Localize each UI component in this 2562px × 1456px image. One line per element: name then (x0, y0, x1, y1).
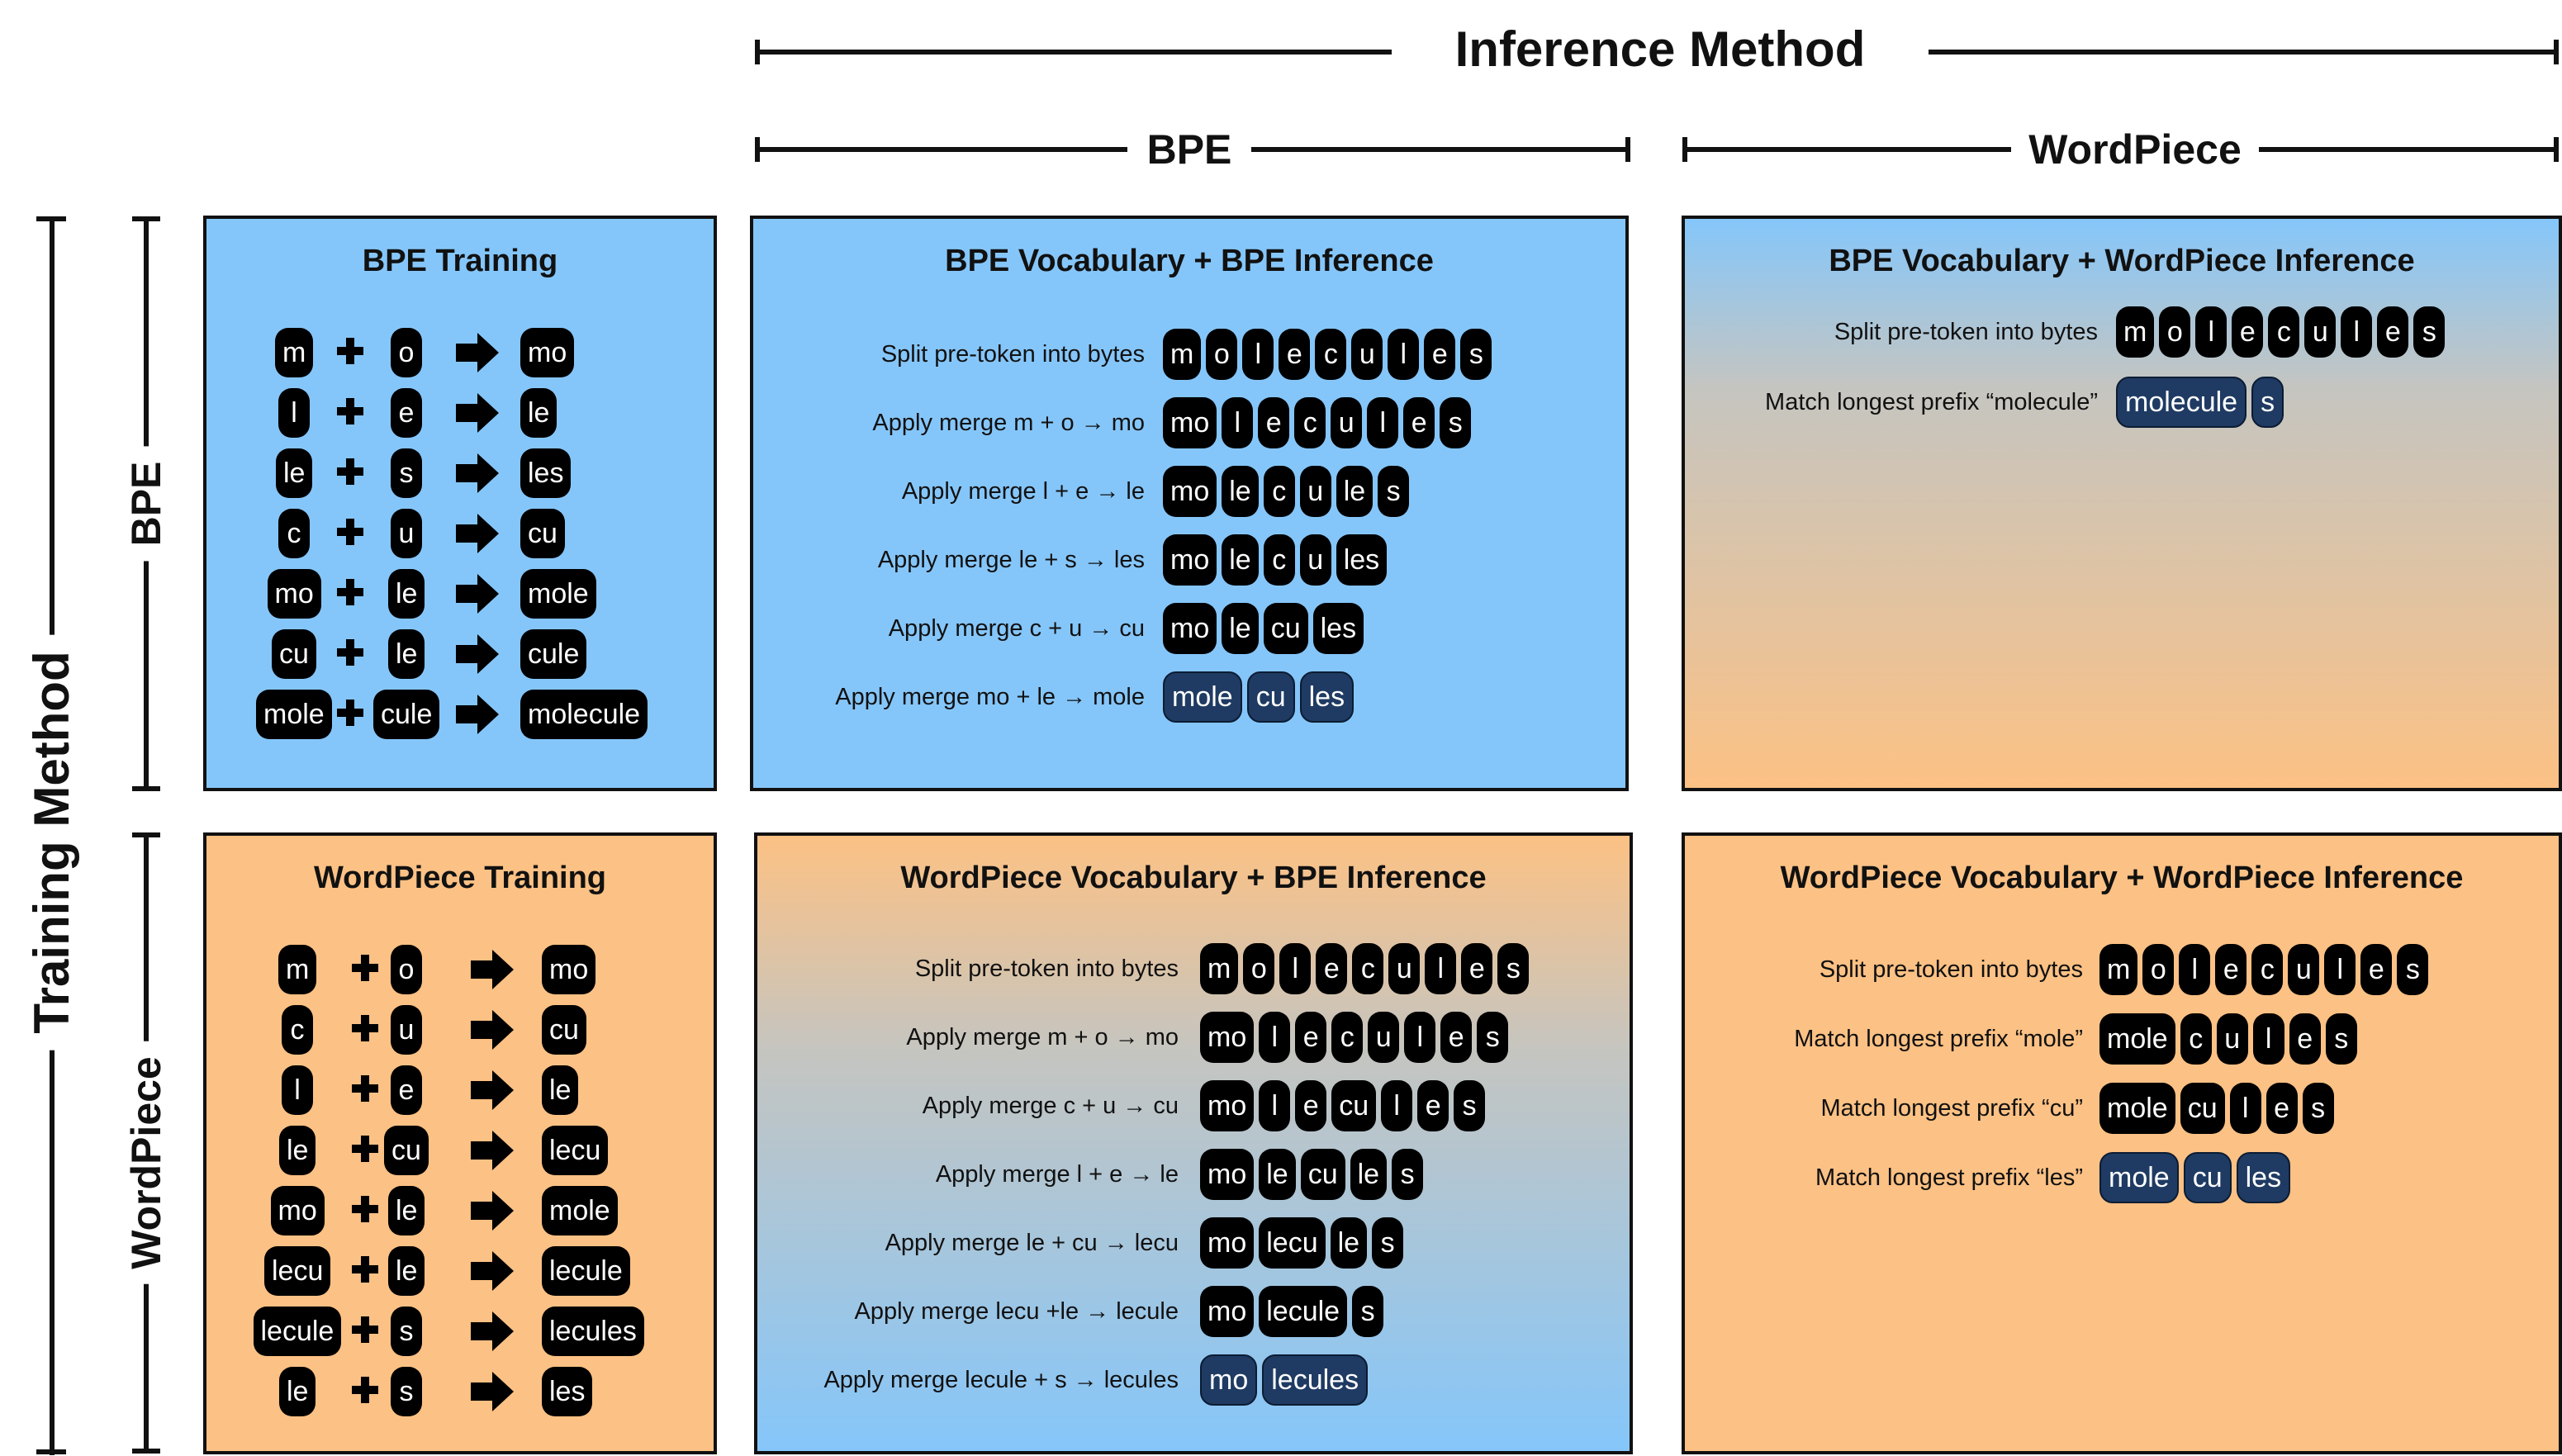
plus-icon (349, 951, 382, 984)
right-arrow-icon (454, 452, 501, 495)
wordpiece-row-header: WordPiece (126, 1041, 167, 1284)
token: le (1222, 603, 1258, 654)
plus-icon (349, 1313, 382, 1346)
token: mo (1163, 397, 1217, 448)
token: l (1367, 397, 1398, 448)
token: l (2230, 1083, 2261, 1134)
panel-title: BPE Training (362, 244, 558, 278)
token-sequence (1200, 1217, 1403, 1269)
step-label: Apply merge l + e → le (901, 478, 1145, 505)
token-sequence (1200, 1149, 1423, 1200)
merge-right-token: u (391, 1005, 422, 1055)
merge-left-token: mo (268, 569, 321, 619)
token: mo (1163, 534, 1217, 586)
token: l (1388, 329, 1419, 380)
merge-rule (206, 1186, 714, 1235)
plus-icon (334, 576, 367, 609)
inference-axis-tick-right (2554, 40, 2559, 64)
merge-right-token: o (391, 328, 422, 377)
merge-result-token: lecule (542, 1246, 630, 1296)
token: e (1417, 1080, 1449, 1131)
token: les (1300, 671, 1354, 723)
token: mo (1200, 1354, 1257, 1406)
merge-left-token: cu (272, 629, 316, 679)
step-label: Match longest prefix “cu” (1820, 1095, 2083, 1122)
merge-left-token: l (282, 1065, 313, 1115)
inference-axis-tick-left (755, 40, 760, 64)
wordpiece-column-header: WordPiece (2011, 129, 2259, 170)
token: u (2288, 944, 2319, 995)
merge-left-token: lecu (264, 1246, 330, 1296)
token: mo (1200, 1012, 1254, 1063)
token: cu (1247, 671, 1295, 723)
right-arrow-icon (469, 1069, 515, 1112)
right-arrow-icon (454, 512, 501, 555)
merge-rule (206, 629, 714, 679)
merge-rule (206, 448, 714, 498)
token: s (1352, 1286, 1383, 1337)
step-label: Apply merge mo + le → mole (835, 684, 1145, 710)
merge-right-token: le (388, 1186, 425, 1235)
right-arrow-icon (454, 331, 501, 374)
right-arrow-icon (454, 633, 501, 676)
right-arrow-icon (469, 1370, 515, 1413)
step-label: Apply merge m + o → mo (906, 1024, 1179, 1051)
plus-icon (349, 1373, 382, 1406)
right-arrow-icon (469, 1310, 515, 1353)
token-sequence (1163, 671, 1354, 723)
token: s (2303, 1083, 2334, 1134)
token: e (1295, 1080, 1326, 1131)
plus-icon (334, 636, 367, 669)
token: l (1242, 329, 1274, 380)
token: s (2413, 306, 2445, 358)
token: u (1300, 466, 1331, 517)
step-label: Split pre-token into bytes (1819, 956, 2083, 983)
token: e (2215, 944, 2246, 995)
token-sequence (2099, 944, 2428, 995)
token: l (1381, 1080, 1412, 1131)
token: c (2180, 1013, 2212, 1065)
merge-right-token: le (388, 629, 425, 679)
merge-right-token: e (391, 388, 422, 438)
token: u (1300, 534, 1331, 586)
token: c (1352, 943, 1383, 994)
bpe-vocab-bpe-inference-panel (750, 216, 1629, 791)
panel-title: BPE Vocabulary + BPE Inference (945, 244, 1434, 278)
wordpiece-column-tick-right (2554, 137, 2559, 162)
token: e (1440, 1012, 1472, 1063)
token: e (1258, 397, 1289, 448)
wordpiece-column-tick-left (1682, 137, 1687, 162)
merge-left-token: m (278, 945, 316, 994)
token-sequence (2116, 306, 2445, 358)
token: l (1259, 1080, 1290, 1131)
token: lecu (1259, 1217, 1325, 1269)
merge-left-token: c (278, 509, 310, 558)
token: s (2326, 1013, 2357, 1065)
token: le (1331, 1217, 1367, 1269)
token-sequence (1200, 1286, 1383, 1337)
token: o (2159, 306, 2190, 358)
right-arrow-icon (454, 572, 501, 615)
token: cu (1264, 603, 1308, 654)
right-arrow-icon (469, 948, 515, 991)
merge-rule (206, 569, 714, 619)
token: c (1294, 397, 1326, 448)
training-axis-tick-bottom (36, 1449, 66, 1454)
bpe-column-tick-left (755, 137, 760, 162)
merge-right-token: cu (384, 1126, 429, 1175)
wordpiece-vocab-wordpiece-inference-panel (1682, 832, 2562, 1454)
token: mo (1163, 603, 1217, 654)
token-sequence (2116, 377, 2284, 428)
token-sequence (1200, 943, 1529, 994)
token: cu (2180, 1083, 2225, 1134)
token: m (1163, 329, 1201, 380)
merge-result-token: le (520, 388, 557, 438)
bpe-column-header: BPE (1127, 129, 1251, 170)
plus-icon (334, 515, 367, 548)
merge-right-token: s (391, 1307, 422, 1356)
merge-right-token: e (391, 1065, 422, 1115)
token: mole (2099, 1083, 2175, 1134)
plus-icon (349, 1132, 382, 1165)
token: mo (1163, 466, 1217, 517)
right-arrow-icon (454, 391, 501, 434)
merge-result-token: le (542, 1065, 578, 1115)
token: u (2217, 1013, 2248, 1065)
plus-icon (349, 1072, 382, 1105)
token: les (1313, 603, 1364, 654)
merge-rule (206, 388, 714, 438)
merge-result-token: cu (520, 509, 565, 558)
training-method-title: Training Method (27, 634, 77, 1050)
merge-left-token: lecule (254, 1307, 342, 1356)
token: mo (1200, 1149, 1254, 1200)
plus-icon (334, 334, 367, 368)
panel-title: WordPiece Vocabulary + WordPiece Inference (1780, 861, 2464, 895)
bpe-training-panel (203, 216, 717, 791)
merge-rule (206, 1246, 714, 1296)
token: l (1279, 943, 1311, 994)
token: e (1461, 943, 1492, 994)
plus-icon (334, 696, 367, 729)
token: le (1222, 466, 1258, 517)
token: le (1222, 534, 1258, 586)
token: e (1295, 1012, 1326, 1063)
step-label: Apply merge lecule + s → lecules (823, 1367, 1179, 1393)
token: lecules (1262, 1354, 1368, 1406)
right-arrow-icon (469, 1129, 515, 1172)
token-sequence (2099, 1083, 2334, 1134)
step-label: Match longest prefix “les” (1815, 1164, 2083, 1191)
wordpiece-row-tick-bottom (132, 1449, 160, 1454)
plus-icon (334, 455, 367, 488)
token-sequence (1163, 466, 1409, 517)
token: e (1279, 329, 1310, 380)
token: s (1440, 397, 1471, 448)
token: l (1259, 1012, 1290, 1063)
token: e (2232, 306, 2263, 358)
merge-result-token: lecu (542, 1126, 608, 1175)
right-arrow-icon (469, 1008, 515, 1051)
token-sequence (2099, 1013, 2357, 1065)
token: e (2360, 944, 2392, 995)
token: e (2377, 306, 2408, 358)
panel-title: WordPiece Training (313, 861, 607, 895)
merge-result-token: mo (520, 328, 574, 377)
merge-rule (206, 1126, 714, 1175)
token-sequence (1163, 329, 1492, 380)
merge-rule (206, 690, 714, 739)
merge-left-token: mole (256, 690, 332, 739)
token: s (1497, 943, 1529, 994)
bpe-row-header: BPE (126, 447, 167, 562)
bpe-vocab-wordpiece-inference-panel (1682, 216, 2562, 791)
token-sequence (1163, 397, 1471, 448)
merge-result-token: les (520, 448, 571, 498)
token: s (1477, 1012, 1508, 1063)
token: l (2195, 306, 2227, 358)
token: l (2253, 1013, 2284, 1065)
token: molecule (2116, 377, 2246, 428)
token: mole (2099, 1152, 2179, 1203)
token: mo (1200, 1080, 1254, 1131)
token: lecule (1259, 1286, 1347, 1337)
token: cu (2184, 1152, 2232, 1203)
merge-result-token: lecules (542, 1307, 644, 1356)
merge-result-token: cu (542, 1005, 586, 1055)
token: cu (1331, 1080, 1376, 1131)
merge-left-token: le (279, 1126, 316, 1175)
token: s (1392, 1149, 1423, 1200)
inference-method-title: Inference Method (1392, 25, 1929, 74)
step-label: Split pre-token into bytes (880, 341, 1145, 368)
token-sequence (2099, 1152, 2290, 1203)
wordpiece-row-tick-top (132, 832, 160, 837)
merge-result-token: les (542, 1367, 592, 1416)
merge-rule (206, 1367, 714, 1416)
token: c (1315, 329, 1346, 380)
step-label: Match longest prefix “mole” (1794, 1026, 2083, 1052)
token-sequence (1200, 1354, 1368, 1406)
token: e (1316, 943, 1347, 994)
token: u (2304, 306, 2336, 358)
token: c (1331, 1012, 1363, 1063)
token: mo (1200, 1286, 1254, 1337)
token: e (2266, 1083, 2298, 1134)
merge-rule (206, 1005, 714, 1055)
merge-left-token: c (282, 1005, 313, 1055)
step-label: Split pre-token into bytes (914, 956, 1179, 982)
token-sequence (1163, 534, 1387, 586)
token: s (2251, 377, 2284, 428)
merge-left-token: mo (271, 1186, 325, 1235)
merge-rule (206, 945, 714, 994)
merge-rule (206, 509, 714, 558)
merge-left-token: m (275, 328, 313, 377)
right-arrow-icon (469, 1189, 515, 1232)
wordpiece-training-panel (203, 832, 717, 1454)
token: s (1378, 466, 1409, 517)
plus-icon (349, 1253, 382, 1286)
token: le (1336, 466, 1373, 517)
token: o (1243, 943, 1274, 994)
merge-right-token: s (391, 1367, 422, 1416)
token: c (1264, 534, 1295, 586)
merge-rule (206, 1065, 714, 1115)
token: cu (1301, 1149, 1345, 1200)
token: s (1454, 1080, 1485, 1131)
plus-icon (349, 1193, 382, 1226)
token: e (1424, 329, 1455, 380)
token: m (1200, 943, 1238, 994)
merge-right-token: le (388, 1246, 425, 1296)
bpe-row-tick-top (132, 216, 160, 221)
token: u (1351, 329, 1383, 380)
step-label: Apply merge c + u → cu (888, 615, 1145, 642)
token: s (1460, 329, 1492, 380)
wordpiece-vocab-bpe-inference-panel (754, 832, 1633, 1454)
token: l (2341, 306, 2372, 358)
token: le (1350, 1149, 1387, 1200)
token: m (2099, 944, 2137, 995)
merge-right-token: o (391, 945, 422, 994)
merge-right-token: le (388, 569, 425, 619)
merge-right-token: cule (373, 690, 439, 739)
token: les (2237, 1152, 2290, 1203)
right-arrow-icon (469, 1250, 515, 1292)
token: o (2142, 944, 2174, 995)
token: mole (2099, 1013, 2175, 1065)
plus-icon (349, 1012, 382, 1045)
merge-rule (206, 1307, 714, 1356)
step-label: Match longest prefix “molecule” (1765, 389, 2098, 415)
token: u (1331, 397, 1362, 448)
token: l (1222, 397, 1253, 448)
merge-result-token: mole (542, 1186, 618, 1235)
token: s (2397, 944, 2428, 995)
token: l (2179, 944, 2210, 995)
merge-rule (206, 328, 714, 377)
bpe-column-tick-right (1625, 137, 1630, 162)
merge-result-token: cule (520, 629, 586, 679)
token: s (1372, 1217, 1403, 1269)
step-label: Apply merge m + o → mo (872, 410, 1145, 436)
token: c (2268, 306, 2299, 358)
merge-result-token: mole (520, 569, 596, 619)
step-label: Apply merge c + u → cu (922, 1093, 1179, 1119)
merge-result-token: molecule (520, 690, 648, 739)
merge-left-token: le (279, 1367, 316, 1416)
token-sequence (1200, 1080, 1485, 1131)
token: mo (1200, 1217, 1254, 1269)
merge-left-token: l (278, 388, 310, 438)
step-label: Apply merge l + e → le (935, 1161, 1179, 1188)
token: l (1425, 943, 1456, 994)
token: u (1368, 1012, 1399, 1063)
right-arrow-icon (454, 693, 501, 736)
token: e (1403, 397, 1435, 448)
plus-icon (334, 395, 367, 428)
merge-left-token: le (276, 448, 312, 498)
step-label: Apply merge lecu +le → lecule (854, 1298, 1179, 1325)
token: les (1336, 534, 1387, 586)
token: c (1264, 466, 1295, 517)
token: m (2116, 306, 2154, 358)
token-sequence (1200, 1012, 1508, 1063)
token: c (2251, 944, 2283, 995)
merge-result-token: mo (542, 945, 595, 994)
token: mole (1163, 671, 1242, 723)
panel-title: BPE Vocabulary + WordPiece Inference (1829, 244, 2415, 278)
step-label: Apply merge le + cu → lecu (885, 1230, 1179, 1256)
token: l (1404, 1012, 1435, 1063)
token: u (1388, 943, 1420, 994)
merge-right-token: u (391, 509, 422, 558)
token: le (1259, 1149, 1295, 1200)
merge-right-token: s (391, 448, 422, 498)
token-sequence (1163, 603, 1364, 654)
step-label: Apply merge le + s → les (877, 547, 1145, 573)
panel-title: WordPiece Vocabulary + BPE Inference (900, 861, 1487, 895)
token: e (2289, 1013, 2321, 1065)
step-label: Split pre-token into bytes (1834, 319, 2098, 345)
training-axis-tick-top (36, 216, 66, 221)
token: o (1206, 329, 1237, 380)
token: l (2324, 944, 2356, 995)
bpe-row-tick-bottom (132, 786, 160, 791)
